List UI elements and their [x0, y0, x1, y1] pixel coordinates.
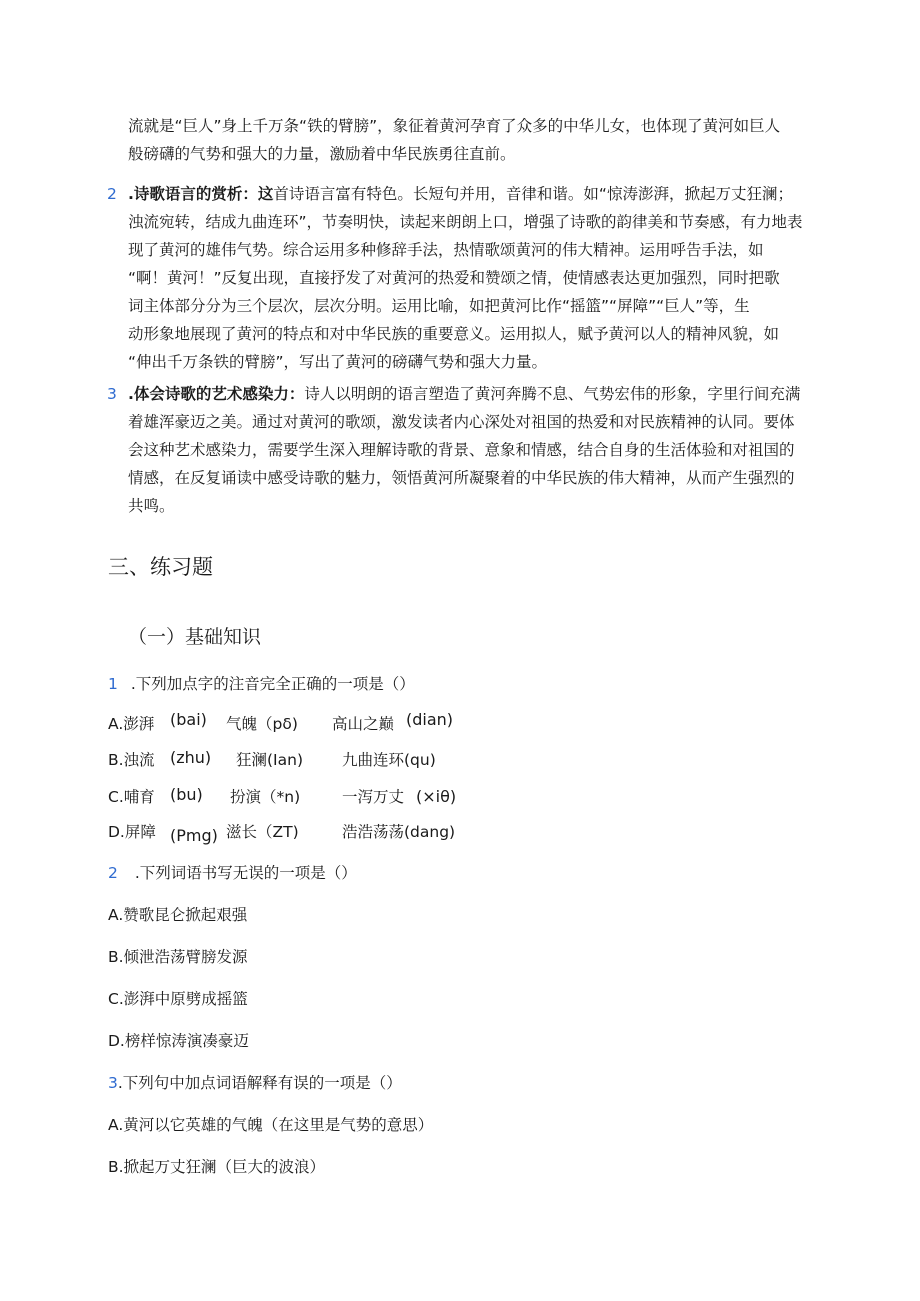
- text-line: 词主体部分分为三个层次，层次分明。运用比喻，如把黄河比作“摇篮”“屏障”“巨人”等，生: [128, 297, 750, 315]
- option-word: 狂澜(Ian): [236, 751, 303, 769]
- option-d: [108, 820, 488, 844]
- option-d: D.榜样惊涛演凑豪迈: [108, 1032, 249, 1050]
- option-a: A.黄河以它英雄的气魄（在这里是气势的意思）: [108, 1116, 434, 1134]
- subsection-heading: （一）基础知识: [128, 626, 262, 648]
- option-pinyin: (bai): [170, 710, 207, 729]
- option-a: A.赞歌昆仑掀起艰强: [108, 906, 248, 924]
- option-word: 扮演（*n): [230, 788, 301, 806]
- text-line: 共鸣。: [128, 497, 175, 515]
- text-line: 现了黄河的雄伟气势。综合运用多种修辞手法，热情歌颂黄河的伟大精神。运用呼告手法，如: [128, 241, 764, 259]
- option-pinyin: (Pmg): [170, 826, 218, 845]
- question-2: [108, 861, 357, 885]
- question-number: 3: [108, 1074, 118, 1092]
- option-pinyin: (dian): [406, 710, 454, 729]
- point-lead: 这: [257, 185, 274, 203]
- question-3: [108, 1071, 402, 1095]
- point-title: .体会诗歌的艺术感染力：: [128, 385, 305, 403]
- option-word: B.浊流: [108, 751, 155, 769]
- question-text: .下列词语书写无误的一项是（）: [134, 864, 357, 882]
- point-artistic-appeal: [128, 380, 800, 520]
- text-line: 浊流宛转，结成九曲连环”，节奏明快，读起来朗朗上口，增强了诗歌的韵律美和节奏感，有力地表: [128, 213, 803, 231]
- option-pinyin: (×iθ): [416, 787, 457, 806]
- list-number: 2: [107, 185, 117, 203]
- option-word: A.澎湃: [108, 715, 155, 733]
- point-title: .诗歌语言的赏析：: [128, 185, 258, 203]
- text-line: 首诗语言富有特色。长短句并用，音律和谐。如“惊涛澎湃，掀起万丈狂澜；: [273, 185, 793, 203]
- text-line: “伸出千万条铁的臂膀”，写出了黄河的磅礴气势和强大力量。: [128, 353, 548, 371]
- option-b: [108, 748, 488, 772]
- option-c: [108, 785, 488, 809]
- option-b: B.倾泄浩荡臂膀发源: [108, 948, 248, 966]
- text-line: 会这种艺术感染力，需要学生深入理解诗歌的背景、意象和情感，结合自身的生活体验和对祖国的: [128, 441, 795, 459]
- text-line: “啊！黄河！”反复出现，直接抒发了对黄河的热爱和赞颂之情，使情感表达更加强烈，同时把歌: [128, 269, 780, 287]
- option-word: 九曲连环(qu): [342, 751, 436, 769]
- intro-paragraph: [128, 112, 780, 168]
- list-number: 3: [107, 385, 117, 403]
- text-line: 动形象地展现了黄河的特点和对中华民族的重要意义。运用拟人，赋予黄河以人的精神风貌，如: [128, 325, 780, 343]
- section-heading: 三、练习题: [108, 555, 213, 579]
- option-c: C.澎湃中原劈成摇篮: [108, 990, 248, 1008]
- question-number: 2: [108, 864, 118, 882]
- option-word: 一泻万丈: [342, 788, 405, 806]
- text-line: 般磅礴的气势和强大的力量，激励着中华民族勇往直前。: [128, 145, 516, 163]
- option-word: 滋长（ZT): [226, 823, 299, 841]
- option-word: C.哺育: [108, 788, 155, 806]
- question-text: .下列加点字的注音完全正确的一项是（）: [130, 675, 415, 693]
- question-number: 1: [108, 675, 118, 693]
- text-line: 着雄浑豪迈之美。通过对黄河的歌颂，激发读者内心深处对祖国的热爱和对民族精神的认同。要体: [128, 413, 795, 431]
- option-word: D.屏障: [108, 823, 156, 841]
- option-a: [108, 712, 488, 736]
- question-text: .下列句中加点词语解释有误的一项是（）: [117, 1074, 402, 1092]
- question-1: [108, 672, 415, 696]
- option-b: B.掀起万丈狂澜（巨大的波浪）: [108, 1158, 326, 1176]
- option-pinyin: (zhu): [170, 748, 212, 767]
- option-word: 高山之巅: [332, 715, 395, 733]
- text-line: 诗人以明朗的语言塑造了黄河奔腾不息、气势宏伟的形象，字里行间充满: [304, 385, 801, 403]
- point-language-analysis: [128, 180, 803, 376]
- option-pinyin: (bu): [170, 785, 203, 804]
- option-word: 气魄（pδ): [226, 715, 298, 733]
- option-word: 浩浩荡荡(dang): [342, 823, 456, 841]
- text-line: 情感，在反复诵读中感受诗歌的魅力，领悟黄河所凝聚着的中华民族的伟大精神，从而产生强烈的: [128, 469, 795, 487]
- text-line: 流就是“巨人”身上千万条“铁的臂膀”，象征着黄河孕育了众多的中华儿女，也体现了黄河如巨人: [128, 117, 781, 135]
